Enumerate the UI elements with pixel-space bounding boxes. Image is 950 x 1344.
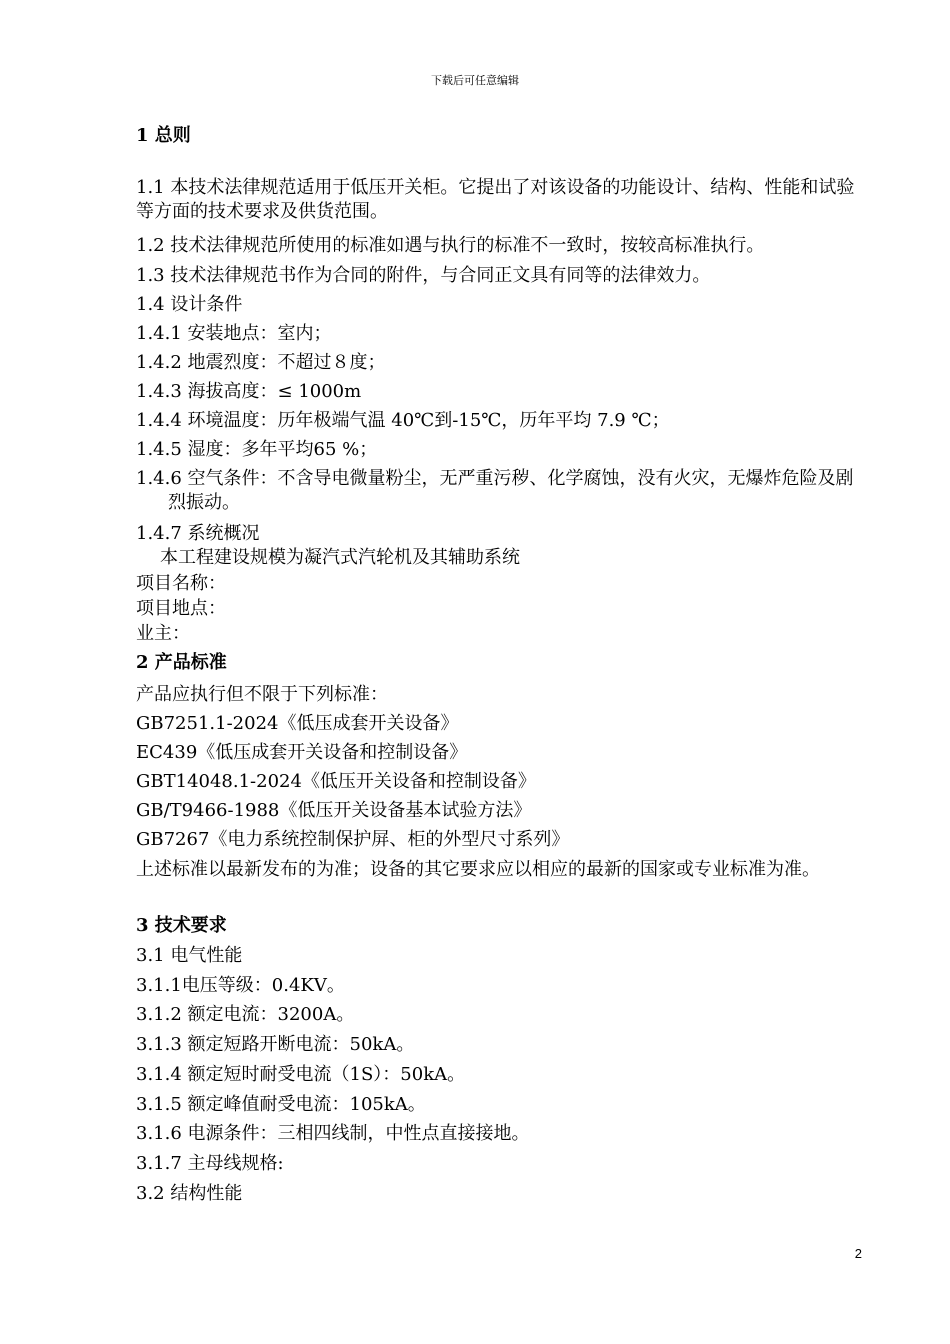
paragraph-1-4-3: 1.4.3 海拔高度：≤ 1000m	[136, 381, 362, 402]
paragraph-3-1: 3.1 电气性能	[136, 945, 243, 966]
standard-item: GB7267《电力系统控制保护屏、柜的外型尺寸系列》	[136, 829, 570, 850]
paragraph-3-1-2: 3.1.2 额定电流：3200A。	[136, 1004, 355, 1025]
standard-item: EC439《低压成套开关设备和控制设备》	[136, 742, 468, 763]
paragraph-1-4-2: 1.4.2 地震烈度：不超过８度；	[136, 352, 386, 373]
project-scope: 本工程建设规模为凝汽式汽轮机及其辅助系统	[160, 547, 520, 568]
paragraph-1-4-7: 1.4.7 系统概况	[136, 523, 260, 544]
page-number: 2	[854, 1246, 862, 1261]
paragraph-1-4-6: 1.4.6 空气条件：不含导电微量粉尘，无严重污秽、化学腐蚀，没有火灾，无爆炸危险及剧烈振动。	[136, 468, 854, 513]
paragraph-1-1: 1.1 本技术法律规范适用于低压开关柜。它提出了对该设备的功能设计、结构、性能和试验等方面的技术要求及供货范围。	[136, 177, 855, 222]
standards-note: 上述标准以最新发布的为准；设备的其它要求应以相应的最新的国家或专业标准为准。	[136, 859, 820, 880]
paragraph-1-4-4: 1.4.4 环境温度：历年极端气温 40℃到-15℃，历年平均 7.9 ℃；	[136, 410, 670, 431]
standard-item: GBT14048.1-2024《低压开关设备和控制设备》	[136, 771, 536, 792]
paragraph-1-4: 1.4 设计条件	[136, 294, 243, 315]
page-header: 下载后可任意编辑	[431, 74, 519, 87]
standard-item: GB/T9466-1988《低压开关设备基本试验方法》	[136, 800, 532, 821]
paragraph-1-4-5: 1.4.5 湿度：多年平均65 %；	[136, 439, 378, 460]
paragraph-3-1-3: 3.1.3 额定短路开断电流：50kA。	[136, 1034, 415, 1055]
standards-intro: 产品应执行但不限于下列标准：	[136, 684, 388, 705]
paragraph-3-1-5: 3.1.5 额定峰值耐受电流：105kA。	[136, 1094, 426, 1115]
paragraph-3-1-6: 3.1.6 电源条件：三相四线制，中性点直接接地。	[136, 1123, 530, 1144]
project-name: 项目名称：	[136, 573, 226, 594]
section-heading-2: 2 产品标准	[136, 652, 227, 673]
standard-item: GB7251.1-2024《低压成套开关设备》	[136, 713, 459, 734]
section-heading-3: 3 技术要求	[136, 915, 227, 936]
project-owner: 业主：	[136, 623, 190, 644]
paragraph-3-2: 3.2 结构性能	[136, 1183, 243, 1204]
paragraph-1-2: 1.2 技术法律规范所使用的标准如遇与执行的标准不一致时，按较高标准执行。	[136, 235, 765, 256]
section-heading-1: 1 总则	[136, 125, 191, 146]
paragraph-3-1-7: 3.1.7 主母线规格:	[136, 1153, 284, 1174]
paragraph-3-1-1: 3.1.1电压等级：0.4KV。	[136, 975, 345, 996]
paragraph-1-3: 1.3 技术法律规范书作为合同的附件，与合同正文具有同等的法律效力。	[136, 265, 711, 286]
paragraph-1-4-1: 1.4.1 安装地点：室内；	[136, 323, 332, 344]
paragraph-3-1-4: 3.1.4 额定短时耐受电流（1S）：50kA。	[136, 1064, 466, 1085]
project-location: 项目地点：	[136, 598, 226, 619]
